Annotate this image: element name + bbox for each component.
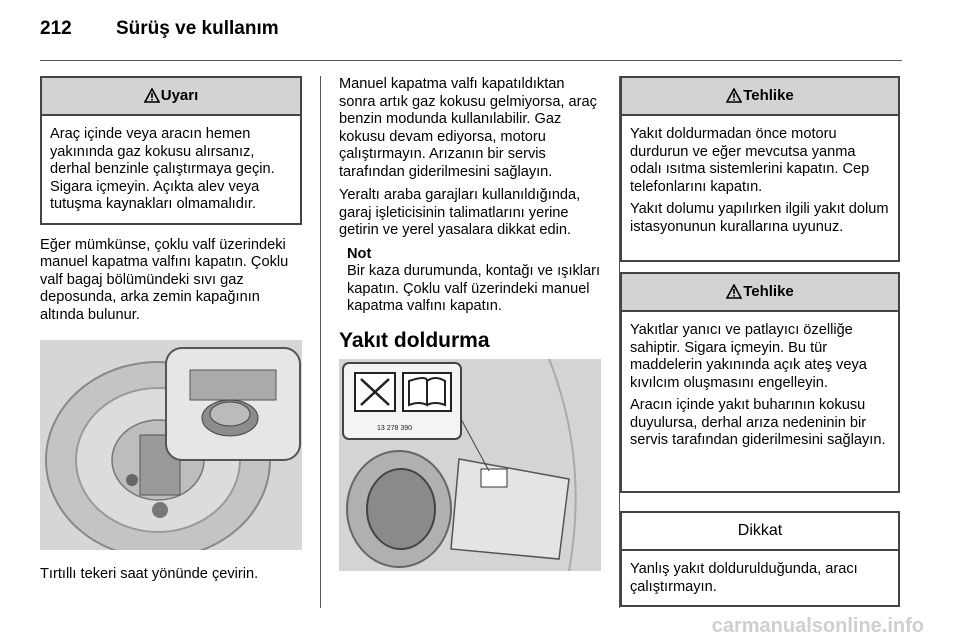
- warning-box-body: [42, 116, 300, 223]
- danger-box-2-p2: Aracın içinde yakıt buharının kokusu duyulursa, derhal arıza nedeninin bir servis tarafından giderilmesini sağlayın.: [630, 397, 886, 448]
- figure-label: 13 278 390: [377, 425, 413, 432]
- note-label: Not: [347, 245, 372, 262]
- warning-box: [40, 76, 302, 225]
- watermark: carmanualsonline.info: [711, 615, 924, 637]
- note-text: Bir kaza durumunda, kontağı ve ışıkları kapatın. Çoklu valf üzerindeki manuel kapatma valfını kapatın.: [347, 263, 601, 314]
- valve-figure: [40, 340, 302, 550]
- note-block: [339, 246, 601, 316]
- warning-box-text: Araç içinde veya aracın hemen yakınında gaz kokusu alırsanız, derhal benzinle çalıştırmaya geçin. Sigara içmeyin. Açıkta alev veya tutuşma kaynakları olmamalıdır.: [50, 126, 275, 212]
- caution-box-title: Dikkat: [737, 522, 783, 539]
- figure-caption: Tırtıllı tekeri saat yönünde çevirin.: [40, 566, 259, 582]
- fuel-flap-illustration: [339, 359, 601, 571]
- warning-triangle-icon: [726, 284, 742, 299]
- warning-triangle-icon: [726, 88, 742, 103]
- caution-box-body: [622, 551, 898, 605]
- column-2: [339, 76, 601, 571]
- page-title: Sürüş ve kullanım: [116, 18, 279, 39]
- gas-smell-paragraph: Manuel kapatma valfı kapatıldıktan sonra artık gaz kokusu gelmiyorsa, araç benzin modunda kullanılabilir. Gaz kokusu devam ediyorsa, motoru çalıştırmayın. Arızanın bir servis tarafından giderilmesini sağlayın.: [339, 76, 597, 180]
- fuel-flap-figure: [339, 359, 601, 571]
- caution-box-header: [622, 513, 898, 551]
- warning-box-title: Uyarı: [160, 87, 199, 104]
- danger-box-1-p2: Yakıt dolumu yapılırken ilgili yakıt dolum istasyonunun kurallarına uyunuz.: [630, 201, 889, 235]
- danger-box-1-title: Tehlike: [743, 87, 794, 104]
- page-number: 212: [40, 18, 72, 39]
- caution-box: [620, 511, 900, 607]
- column-1: [40, 76, 302, 590]
- danger-box-1: [620, 76, 900, 262]
- valve-paragraph: Eğer mümkünse, çoklu valf üzerindeki manuel kapatma valfını kapatın. Çoklu valf bagaj bölümündeki sıvı gaz deposunda, arka zemin kapağının altında bulunur.: [40, 236, 289, 323]
- danger-box-1-header: [622, 78, 898, 116]
- warning-triangle-icon: [144, 88, 160, 103]
- danger-box-2-header: [622, 274, 898, 312]
- valve-illustration: [40, 340, 302, 550]
- garage-paragraph: Yeraltı araba garajları kullanıldığında, garaj işleticisinin talimatlarını yerine getirin ve yerel yasalara dikkat edin.: [339, 187, 581, 238]
- section-title: Yakıt doldurma: [339, 328, 490, 352]
- header-rule: [40, 60, 902, 61]
- danger-box-2-p1: Yakıtlar yanıcı ve patlayıcı özelliğe sahiptir. Sigara içmeyin. Bu tür maddelerin yakınında açık ateş veya kıvılcım oluşmasını engelleyin.: [630, 322, 867, 391]
- danger-box-2-body: [622, 312, 898, 459]
- column-divider-1: [320, 76, 321, 608]
- danger-box-2: [620, 272, 900, 493]
- danger-box-1-body: [622, 116, 898, 245]
- warning-box-header: [42, 78, 300, 116]
- caution-box-text: Yanlış yakıt doldurulduğunda, aracı çalıştırmayın.: [630, 561, 858, 595]
- danger-box-1-p1: Yakıt doldurmadan önce motoru durdurun ve eğer mevcutsa yanma odalı ısıtma sistemlerini kapatın. Cep telefonlarını kapatın.: [630, 126, 870, 195]
- danger-box-2-title: Tehlike: [743, 283, 794, 300]
- column-3: [620, 76, 900, 607]
- page-header: [40, 18, 279, 40]
